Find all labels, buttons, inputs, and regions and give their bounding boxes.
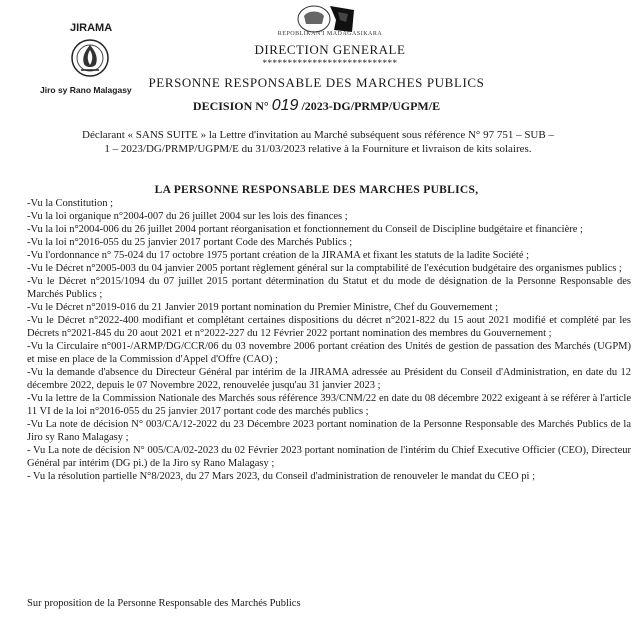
decision-intro: Déclarant « SANS SUITE » la Lettre d'invitation au Marché subséquent sous référence N° 97 751 – SUB – 1 – 2023/DG/PRMP/UGPM/E du 31/03/2023 relative à la Fourniture et livraison de kits solaires. (82, 129, 554, 155)
vu-item: -Vu la Circulaire n°001-/ARMP/DG/CCR/06 du 03 novembre 2006 portant création des Unités de gestion de passation des Marchés (UGPM) et mise en place de la Commission d'Appel d'Offre (CAO) ; (27, 341, 631, 365)
vu-item: -Vu le Décret n°2019-016 du 21 Janvier 2019 portant nomination du Premier Ministre, Chef du Gouvernement ; (27, 302, 499, 313)
prmp-title: PERSONNE RESPONSABLE DES MARCHES PUBLICS (148, 75, 485, 90)
vu-list (27, 197, 631, 483)
vu-item: -Vu La note de décision N° 003/CA/12-2022 du 23 Décembre 2023 portant nomination de la Personne Responsable des Marchés Publics de la Jiro sy Rano Malagasy ; (27, 419, 631, 443)
decision-number: 019 (271, 97, 299, 114)
vu-item: -Vu la demande d'absence du Directeur Général par intérim de la JIRAMA adressée au Président du Conseil d'Administration, en date du 12 décembre 2022, depuis le 07 Novembre 2022, renouvelée jusqu'au 31 janvier 2023 ; (27, 367, 631, 391)
proposal-line: Sur proposition de la Personne Responsable des Marchés Publics (27, 598, 301, 609)
decision-suffix: /2023-DG/PRMP/UGPM/E (301, 99, 441, 113)
vu-item: -Vu la loi n°2016-055 du 25 janvier 2017 portant Code des Marchés Publics ; (27, 237, 353, 248)
vu-item: -Vu le Décret n°2015/1094 du 07 juillet 2015 portant détermination du Statut et du mode de désignation de la Personne Responsable des Marchés Publics ; (27, 276, 631, 300)
vu-item: -Vu le Décret n°2022-400 modifiant et complétant certaines dispositions du décret n°2021-822 du 15 aout 2021 modifié et complété par les Décrets n°2021-845 du 20 aout 2021 et n°2022-227 du 12 Février 2022 portant nomination des membres du Gouvernement ; (27, 315, 631, 339)
vu-item: -Vu la loi n°2004-006 du 26 juillet 2004 portant réorganisation et fonctionnement du Conseil de Discipline budgétaire et financière ; (27, 224, 583, 235)
decision-number-line (0, 97, 633, 115)
prmp-heading: LA PERSONNE RESPONSABLE DES MARCHES PUBLICS, (154, 184, 479, 196)
decision-prefix: DECISION N° (192, 99, 269, 113)
vu-item: - Vu La note de décision N° 005/CA/02-2023 du 02 Février 2023 portant nomination de l'intérim du Chief Executive Officier (CEO), Directeur Général par intérim (DG pi.) de la Jiro sy Rano Malagasy ; (27, 445, 631, 469)
org-tagline: Jiro sy Rano Malagasy (40, 85, 132, 95)
vu-item: -Vu la Constitution ; (27, 198, 113, 209)
vu-item: -Vu le Décret n°2005-003 du 04 janvier 2005 portant règlement général sur la comptabilité de l'exécution budgétaire des organismes publics ; (27, 263, 622, 274)
vu-item: -Vu la loi organique n°2004-007 du 26 juillet 2004 sur les lois des finances ; (27, 211, 348, 222)
direction-title: DIRECTION GENERALE (254, 42, 406, 57)
state-emblem-icon (296, 2, 358, 34)
org-name: JIRAMA (70, 22, 113, 34)
vu-item: -Vu la lettre de la Commission Nationale des Marchés sous référence 393/CNM/22 en date du 08 décembre 2022 exigeant à se référer à l'article 11 VI de la loi n°2016-055 du 25 janvier 2017 portant code des marchés publics ; (27, 393, 631, 417)
vu-item: -Vu l'ordonnance n° 75-024 du 17 octobre 1975 portant création de la JIRAMA et fixant les statuts de la ladite Société ; (27, 250, 530, 261)
vu-item: - Vu la résolution partielle N°8/2023, du 27 Mars 2023, du Conseil d'administration de renouveler le mandat du CEO pi ; (27, 471, 536, 482)
stars-separator: *************************** (262, 58, 398, 68)
republic-line: REPOBLIKAN'I MADAGASIKARA (277, 31, 383, 37)
jirama-logo-icon (70, 36, 110, 80)
